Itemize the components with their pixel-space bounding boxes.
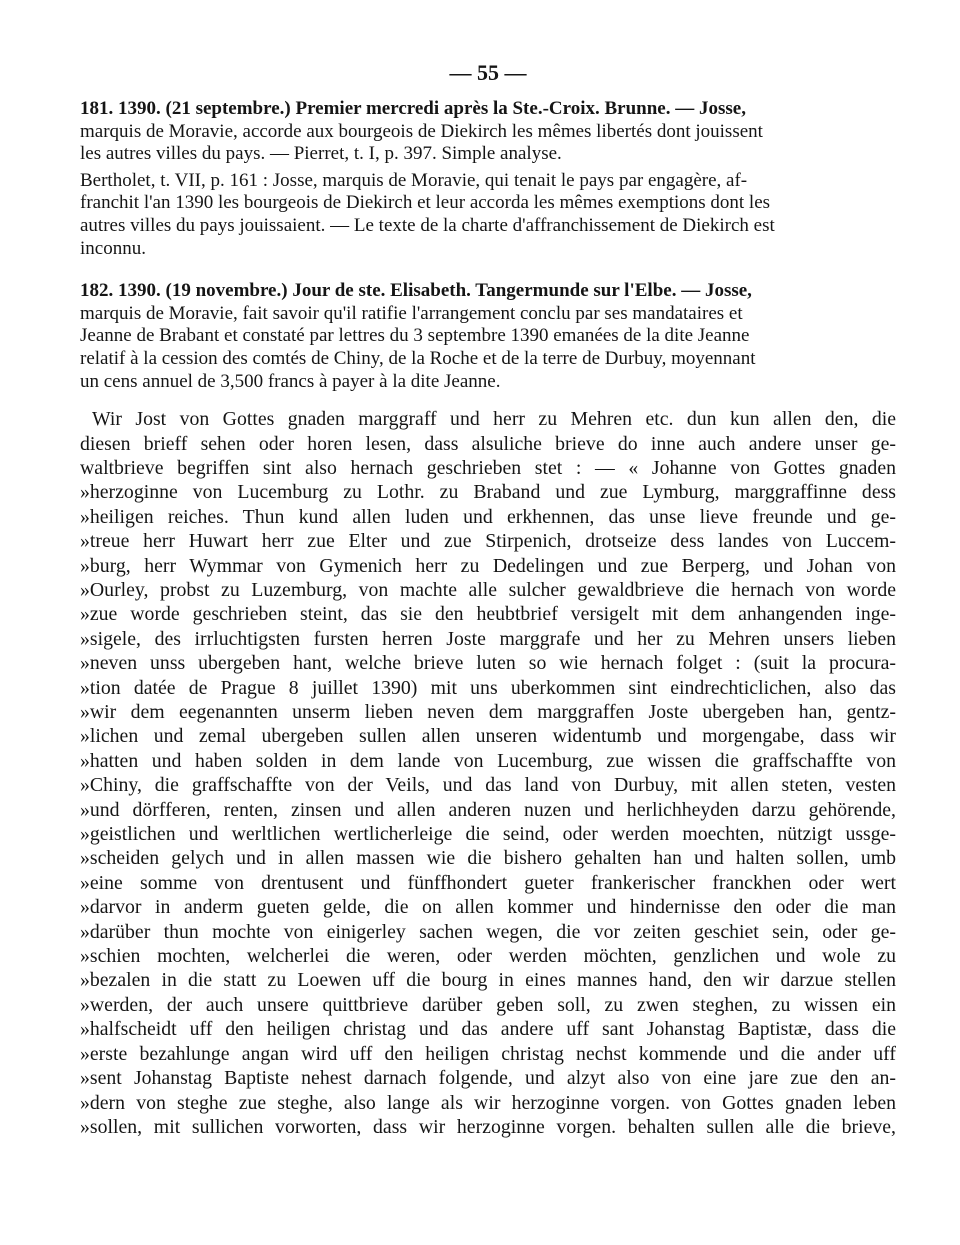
entry-181 (80, 98, 896, 260)
entry-181-line: marquis de Moravie, accorde aux bourgeois de Diekirch les mêmes libertés dont jouissent (80, 120, 763, 142)
charter-line: »scheiden gelych und in allen massen wie die bishero gehalten han und halten sollen, umb (80, 847, 896, 870)
charter-line: »neven unss ubergeben hant, welche brieve luten so wie hernach folget : (suit la procura- (80, 652, 896, 675)
charter-line: »tion datée de Prague 8 juillet 1390) mit uns uberkommen sint eindrechticlichen, also das (80, 676, 896, 699)
entry-182-line: 182. 1390. (19 novembre.) Jour de ste. Elisabeth. Tangermunde sur l'Elbe. — Josse, (80, 280, 752, 302)
entry-182-line: relatif à la cession des comtés de Chiny, de la Roche et de la terre de Durbuy, moyennant (80, 347, 756, 369)
charter-line: »heiligen reiches. Thun kund allen luden und erkhennen, das unse lieve freunde und ge- (80, 505, 896, 528)
charter-line: »und dörfferen, renten, zinsen und allen anderen nuzen und herlichheyden darzu gehörende, (80, 798, 896, 821)
charter-line: »hatten und haben solden in dem lande von Lucemburg, zue wissen die graffschaffte von (80, 749, 896, 772)
charter-line: »Ourley, probst zu Luzemburg, von machte alle sulcher gewaldbrieve die hernach von worde (80, 578, 896, 601)
charter-line: »bezalen in die statt zu Loewen uff die bourg in eines mannes hand, den wir darzue stellen (80, 969, 896, 992)
document-page (80, 58, 896, 1139)
charter-line: »treue herr Huwart herr zue Elter und zue Stirpenich, drotseize dess landes von Luccem- (80, 530, 896, 553)
note-line: Bertholet, t. VII, p. 161 : Josse, marquis de Moravie, qui tenait le pays par engagère, af- (80, 169, 748, 191)
charter-line: »darvor in anderm gueten gelde, die on allen kommer und hindernisse den oder die man (80, 896, 896, 919)
entry-181-line: 181. 1390. (21 septembre.) Premier mercredi après la Ste.-Croix. Brunne. — Josse, (80, 98, 746, 119)
note-line: franchit l'an 1390 les bourgeois de Diekirch et leur accorda les mêmes exemptions dont les (80, 192, 771, 214)
entry-181-note (80, 170, 896, 260)
charter-line: »lichen und zemal ubergeben sullen allen unseren widentumb und morgengabe, dass wir (80, 725, 896, 748)
note-line: autres villes du pays jouissaient. — Le texte de la charte d'affranchissement de Diekirch est (80, 214, 775, 236)
charter-text (80, 407, 896, 1139)
charter-line: »sollen, mit sullichen vorworten, dass wir herzoginne vorgen. behalten sullen alle die brieve, (80, 1115, 896, 1138)
charter-line: »sigele, des irrluchtigsten fursten herren Joste marggrafe und her zu Mehren unsers lieben (80, 627, 896, 650)
entry-181-line: les autres villes du pays. — Pierret, t. I, p. 397. Simple analyse. (80, 143, 562, 165)
charter-line: »wir dem eegenannten unserm lieben neven dem marggraffen Joste ubergeben han, gentz- (80, 701, 896, 723)
charter-line: waltbrieve begriffen sint also hernach geschrieben stet : — « Johanne von Gottes gnaden (80, 456, 896, 479)
charter-line: »schien mochten, welcherlei die weren, oder werden möchten, genzlichen und wole zu (80, 945, 896, 968)
entry-182-line: un cens annuel de 3,500 francs à payer à la dite Jeanne. (80, 370, 501, 392)
charter-line: »werden, der auch unsere quittbrieve darüber geben soll, zu zwen steghen, zu wissen ein (80, 993, 896, 1016)
charter-line: »Chiny, die graffschaffte von der Veils, und das land von Durbuy, mit allen steten, vesten (80, 774, 896, 797)
page-number: — 55 — (449, 60, 527, 85)
charter-line: »zue worde geschrieben steint, das sie den heubtbrief versigelt mit dem anhangenden inge- (80, 603, 896, 626)
entry-182 (80, 280, 896, 393)
charter-line: »geistlichen und werltlichen wertlicherleige die seind, oder werden moechten, nützigt ussge- (80, 823, 896, 846)
charter-line: »halfscheidt uff den heiligen christag und das andere uff sant Johanstag Baptistæ, dass die (80, 1018, 896, 1041)
charter-line: »herzoginne von Lucemburg zu Lothr. zu Braband und zue Lymburg, marggraffinne dess (80, 481, 896, 504)
charter-line: »sent Johanstag Baptiste nehest darnach folgende, und alzyt also von eine jare zue den an- (80, 1067, 896, 1090)
note-line: inconnu. (80, 237, 146, 259)
charter-line: diesen brieff sehen oder horen lesen, dass alsuliche brieve do inne auch andere unser ge- (80, 432, 896, 455)
charter-line: »eine somme von drentusent und fünffhondert gueter frankerischer franckhen oder wert (80, 871, 896, 894)
charter-line: »erste bezahlunge angan wird uff den heiligen christag nechst kommende und die ander uff (80, 1042, 896, 1065)
charter-line: »dern von steghe zue steghe, also lange als wir herzoginne vorgen. von Gottes gnaden leben (80, 1091, 896, 1114)
charter-line: »burg, herr Wymmar von Gymenich herr zu Dedelingen und zue Berperg, und Johan von (80, 554, 896, 577)
charter-line: »darüber thun mochte von einigerley sachen wegen, die vor zeiten geschiet sein, oder ge- (80, 920, 896, 943)
entry-182-line: Jeanne de Brabant et constaté par lettres du 3 septembre 1390 emanées de la dite Jeanne (80, 325, 750, 347)
entry-182-line: marquis de Moravie, fait savoir qu'il ratifie l'arrangement conclu par ses mandataires et (80, 302, 743, 324)
charter-line: Wir Jost von Gottes gnaden marggraff und herr zu Mehren etc. dun kun allen den, die (92, 408, 896, 431)
